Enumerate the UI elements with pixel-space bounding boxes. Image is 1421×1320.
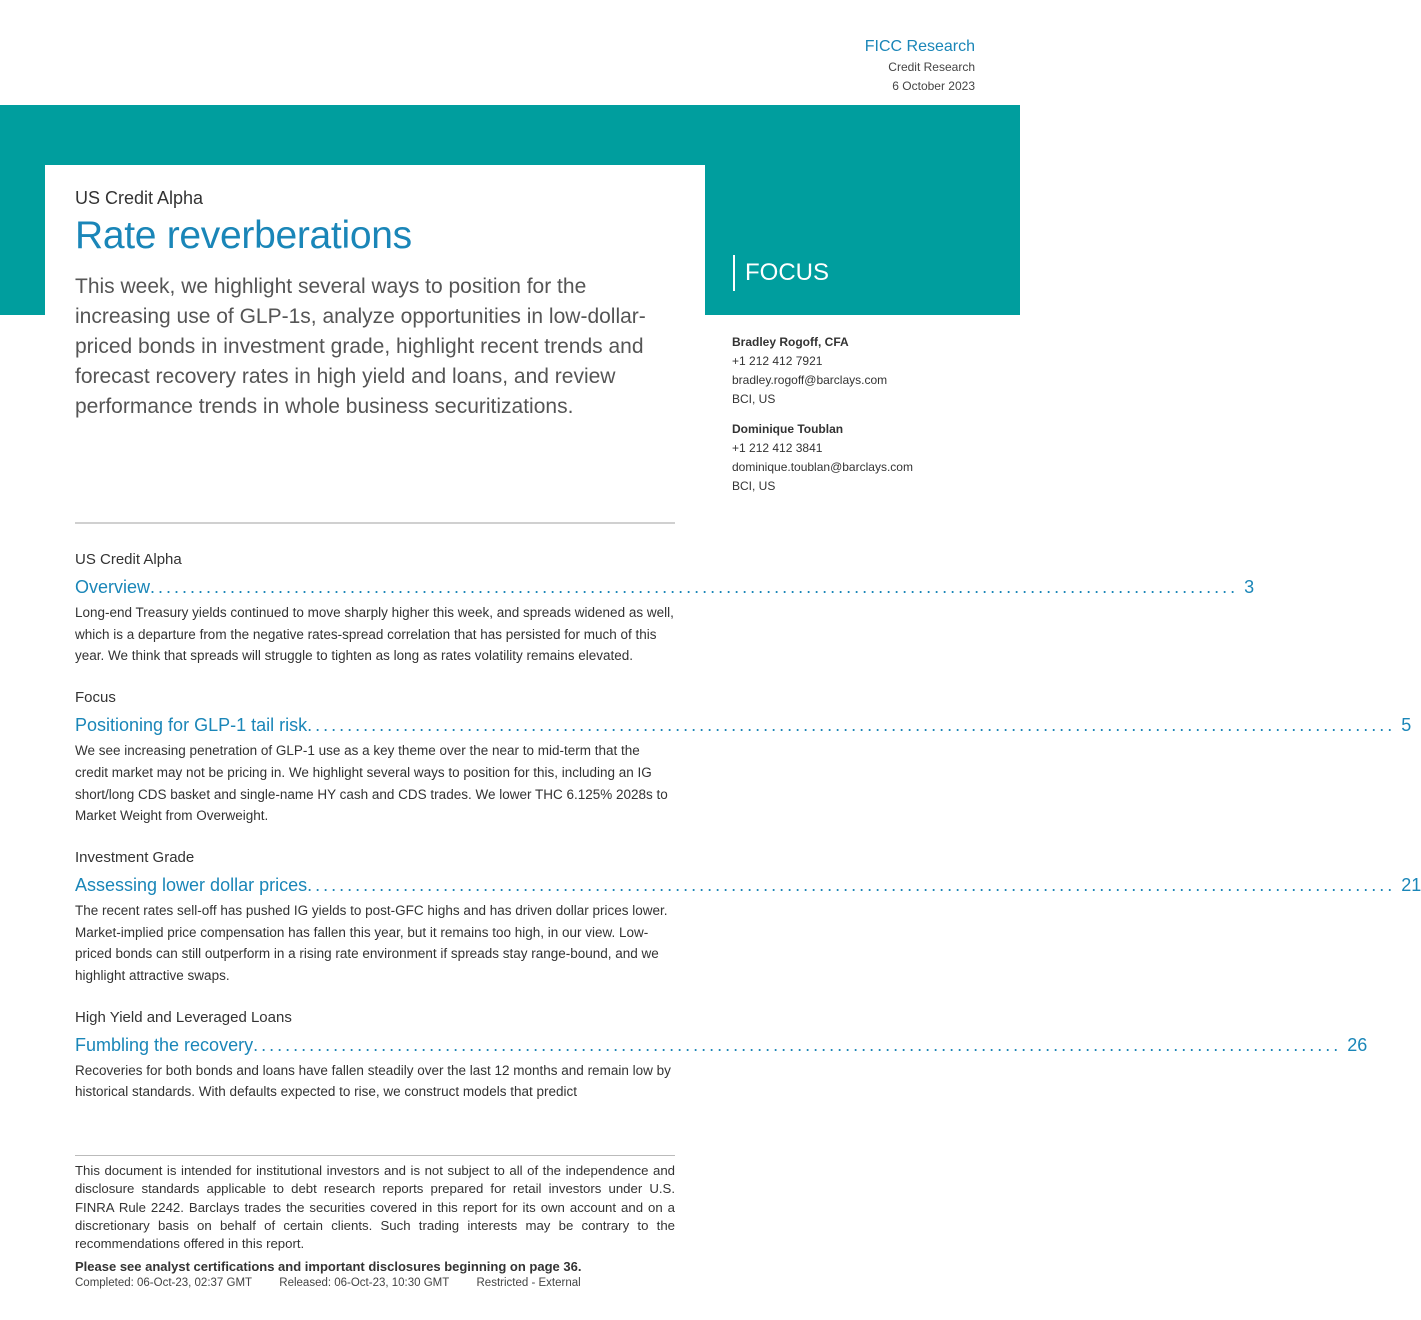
- toc-link-recovery[interactable]: [75, 1030, 1368, 1060]
- toc-category: Investment Grade: [75, 848, 195, 866]
- toc-title[interactable]: Assessing lower dollar prices: [75, 874, 308, 895]
- analyst-card: [732, 333, 992, 409]
- toc-category: Focus: [75, 689, 116, 707]
- footer-divider: [75, 1155, 675, 1156]
- toc-leader: ........................................................................................................................................: [307, 715, 1396, 736]
- toc-section: [75, 548, 1255, 667]
- analyst-email[interactable]: bradley.rogoff@barclays.com: [732, 373, 888, 387]
- toc-title[interactable]: Fumbling the recovery: [75, 1034, 254, 1055]
- org-label: FICC Research: [864, 38, 975, 55]
- toc-link-glp1[interactable]: [75, 710, 1412, 740]
- classification-label: Restricted - External: [476, 1277, 581, 1289]
- disclosure-note: Please see analyst certifications and important disclosures beginning on page 36.: [75, 1259, 582, 1274]
- report-header: [865, 36, 975, 96]
- toc-description: We see increasing penetration of GLP-1 use as a key theme over the near to mid-term that the credit market may not be pricing in. We highlight several ways to position for this, including an IG short/long CDS basket and single-name HY cash and CDS trades. We lower THC 6.125% 2028s to Market Weight from Overweight.: [75, 743, 668, 824]
- table-of-contents: [75, 548, 1421, 1122]
- toc-leader: ........................................................................................................................................: [253, 1034, 1342, 1055]
- analyst-name: Bradley Rogoff, CFA: [732, 335, 849, 349]
- dept-label: Credit Research: [888, 60, 975, 74]
- analyst-card: [732, 420, 992, 496]
- toc-description: Long-end Treasury yields continued to move sharply higher this week, and spreads widened as well, which is a departure from the negative rates-spread correlation that has persisted for much of this year. We think that spreads will struggle to tighten as long as rates volatility remains elevated.: [75, 605, 674, 664]
- toc-category: US Credit Alpha: [75, 551, 182, 568]
- completed-time: Completed: 06-Oct-23, 02:37 GMT: [75, 1277, 253, 1289]
- toc-link-dollar-prices[interactable]: [75, 870, 1421, 900]
- legal-disclaimer: This document is intended for institutional investors and is not subject to all of the independence and disclosure standards applicable to debt research reports prepared for retail investors under U.S. FINRA Rule 2242. Barclays trades the securities covered in this report for its own account and on a discretionary basis on behalf of certain clients. Such trading interests may be contrary to the recommendations offered in this report.: [75, 1163, 675, 1252]
- toc-description: Recoveries for both bonds and loans have fallen steadily over the last 12 months and remain low by historical standards. With defaults expected to rise, we construct models that predict: [75, 1062, 671, 1100]
- toc-leader: ........................................................................................................................................: [150, 577, 1239, 597]
- analyst-list: [732, 333, 992, 507]
- focus-tag: FOCUS: [733, 255, 829, 291]
- analyst-name: Dominique Toublan: [732, 422, 844, 436]
- toc-page-number[interactable]: 3: [1244, 577, 1255, 597]
- toc-description: The recent rates sell-off has pushed IG yields to post-GFC highs and has driven dollar prices lower. Market-implied price compensation has fallen this year, but it remains too high, in our view. Low-priced bonds can still outperform in a rising rate environment if spreads stay range-bound, and we highlight attractive swaps.: [75, 902, 668, 984]
- toc-link-overview[interactable]: [75, 572, 1255, 602]
- section-divider: [75, 522, 675, 524]
- toc-title[interactable]: Overview: [75, 577, 151, 597]
- report-summary: This week, we highlight several ways to position for the increasing use of GLP-1s, analyze opportunities in low-dollar-priced bonds in investment grade, highlight recent trends and forecast recovery rates in high yield and loans, and review performance trends in whole business securitizations.: [75, 275, 646, 418]
- analyst-phone[interactable]: +1 212 412 3841: [732, 441, 823, 455]
- analyst-phone[interactable]: +1 212 412 7921: [732, 354, 823, 368]
- analyst-entity: BCI, US: [732, 479, 776, 493]
- report-date: 6 October 2023: [892, 79, 975, 93]
- released-time: Released: 06-Oct-23, 10:30 GMT: [279, 1277, 450, 1289]
- toc-category: High Yield and Leveraged Loans: [75, 1008, 292, 1026]
- analyst-entity: BCI, US: [732, 392, 776, 406]
- toc-title[interactable]: Positioning for GLP-1 tail risk: [75, 715, 308, 736]
- page-title: Rate reverberations: [75, 214, 412, 257]
- toc-section: [75, 686, 1412, 827]
- analyst-email[interactable]: dominique.toublan@barclays.com: [732, 460, 913, 474]
- publication-meta: [75, 1277, 605, 1289]
- series-name: US Credit Alpha: [75, 188, 204, 208]
- toc-page-number[interactable]: 5: [1401, 715, 1412, 736]
- toc-leader: ........................................................................................................................................: [307, 874, 1396, 895]
- toc-section: [75, 846, 1421, 987]
- toc-section: [75, 1006, 1368, 1103]
- toc-page-number[interactable]: 21: [1401, 874, 1421, 895]
- toc-page-number[interactable]: 26: [1347, 1034, 1368, 1055]
